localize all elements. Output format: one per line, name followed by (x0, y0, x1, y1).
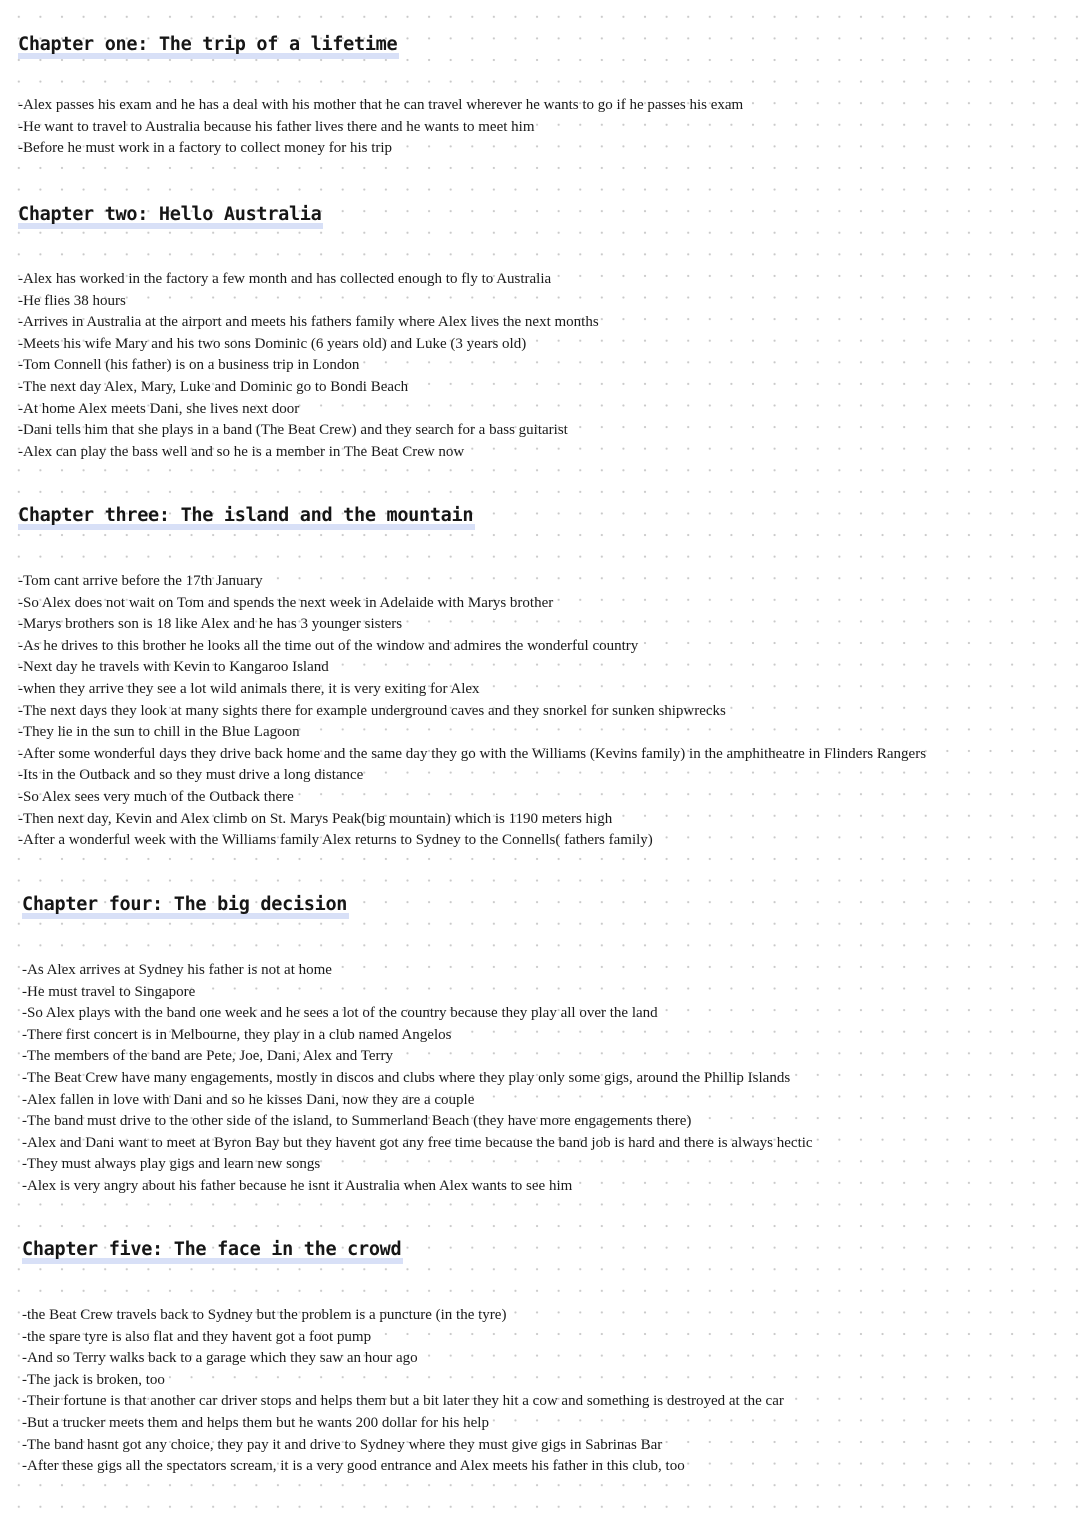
note-line: -The next days they look at many sights there for example underground caves and they snorkel for sunken shipwrecks (18, 702, 726, 719)
note-line: -As Alex arrives at Sydney his father is not at home (22, 962, 332, 978)
chapter-four-notes (22, 960, 1080, 1198)
note-line: -After these gigs all the spectators scream, it is a very good entrance and Alex meets his father in this club, too (22, 1458, 685, 1475)
note-line: -Alex is very angry about his father because he isnt it Australia when Alex wants to see him (22, 1177, 573, 1194)
chapter-five-heading: Chapter five: The face in the crowd (22, 1237, 403, 1264)
chapter-two-section (0, 202, 1080, 463)
chapter-four-section (0, 892, 1080, 1198)
note-line: -Its in the Outback and so they must drive a long distance (18, 767, 364, 784)
note-line: -Arrives in Australia at the airport and meets his fathers family where Alex lives the next months (18, 314, 599, 331)
note-line: -There first concert is in Melbourne, they play in a club named Angelos (22, 1026, 452, 1043)
chapter-five-notes (22, 1305, 1080, 1478)
note-line: -Alex fallen in love with Dani and so he kisses Dani, now they are a couple (22, 1091, 475, 1108)
note-line: -And so Terry walks back to a garage which they saw an hour ago (22, 1350, 418, 1367)
note-line: -The members of the band are Pete, Joe, Dani, Alex and Terry (22, 1048, 394, 1065)
note-line: -when they arrive they see a lot wild animals there, it is very exiting for Alex (18, 680, 480, 697)
note-line: -the Beat Crew travels back to Sydney but the problem is a puncture (in the tyre) (22, 1307, 507, 1323)
chapter-two-notes (18, 269, 1080, 463)
note-line: -So Alex sees very much of the Outback there (18, 788, 294, 805)
chapter-three-section (0, 503, 1080, 852)
note-line: -The band must drive to the other side of the island, to Summerland Beach (they have more engagements there) (22, 1113, 692, 1130)
note-line: -Tom Connell (his father) is on a business trip in London (18, 357, 360, 374)
note-line: -After a wonderful week with the Williams family Alex returns to Sydney to the Connells( fathers family) (18, 832, 653, 849)
note-line: -Tom cant arrive before the 17th January (18, 573, 263, 589)
chapter-one-section (0, 32, 1080, 160)
note-line: -After some wonderful days they drive back home and the same day they go with the Williams (Kevins family) in the amphitheatre in Flinders Rangers (18, 745, 927, 762)
chapter-one-notes (18, 95, 1080, 160)
note-line: -As he drives to this brother he looks all the time out of the window and admires the wonderful country (18, 637, 639, 654)
note-line: -They must always play gigs and learn new songs (22, 1156, 321, 1173)
chapter-three-heading: Chapter three: The island and the mountain (18, 503, 475, 530)
note-line: -They lie in the sun to chill in the Blue Lagoon (18, 724, 300, 741)
note-line: -Then next day, Kevin and Alex climb on St. Marys Peak(big mountain) which is 1190 meters high (18, 810, 613, 827)
note-line: -So Alex plays with the band one week and he sees a lot of the country because they play all over the land (22, 1005, 658, 1022)
note-line: -He want to travel to Australia because his father lives there and he wants to meet him (18, 118, 535, 135)
note-line: -Marys brothers son is 18 like Alex and he has 3 younger sisters (18, 616, 403, 633)
note-line: -But a trucker meets them and helps them but he wants 200 dollar for his help (22, 1414, 489, 1431)
chapter-two-heading: Chapter two: Hello Australia (18, 202, 323, 229)
note-line: -Meets his wife Mary and his two sons Dominic (6 years old) and Luke (3 years old) (18, 335, 527, 352)
note-line: -Their fortune is that another car driver stops and helps them but a bit later they hit a cow and something is destroyed at the car (22, 1393, 784, 1410)
chapter-three-notes (18, 571, 1080, 852)
note-line: -Before he must work in a factory to collect money for his trip (18, 140, 393, 157)
note-line: -The band hasnt got any choice, they pay it and drive to Sydney where they must give gigs in Sabrinas Bar (22, 1436, 663, 1453)
chapter-four-heading: Chapter four: The big decision (22, 892, 349, 919)
note-line: -The jack is broken, too (22, 1371, 165, 1388)
note-line: -At home Alex meets Dani, she lives next door (18, 400, 300, 417)
note-line: -The next day Alex, Mary, Luke and Dominic go to Bondi Beach (18, 378, 409, 395)
note-line: -Alex passes his exam and he has a deal with his mother that he can travel wherever he wants to go if he passes his exam (18, 97, 744, 113)
note-line: -Alex can play the bass well and so he is a member in The Beat Crew now (18, 443, 465, 460)
note-line: -So Alex does not wait on Tom and spends the next week in Adelaide with Marys brother (18, 594, 554, 611)
note-line: -The Beat Crew have many engagements, mostly in discos and clubs where they play only some gigs, around the Phillip Islands (22, 1069, 791, 1086)
chapter-one-heading: Chapter one: The trip of a lifetime (18, 32, 399, 59)
note-line: -He must travel to Singapore (22, 983, 196, 1000)
note-line: -Next day he travels with Kevin to Kangaroo Island (18, 659, 329, 676)
note-line: -He flies 38 hours (18, 292, 126, 309)
chapter-five-section (0, 1237, 1080, 1478)
note-line: -Alex has worked in the factory a few month and has collected enough to fly to Australia (18, 271, 552, 287)
note-line: -Dani tells him that she plays in a band (The Beat Crew) and they search for a bass guitarist (18, 422, 568, 439)
note-line: -Alex and Dani want to meet at Byron Bay but they havent got any free time because the band job is hard and there is always hectic (22, 1134, 813, 1151)
note-line: -the spare tyre is also flat and they havent got a foot pump (22, 1328, 372, 1345)
